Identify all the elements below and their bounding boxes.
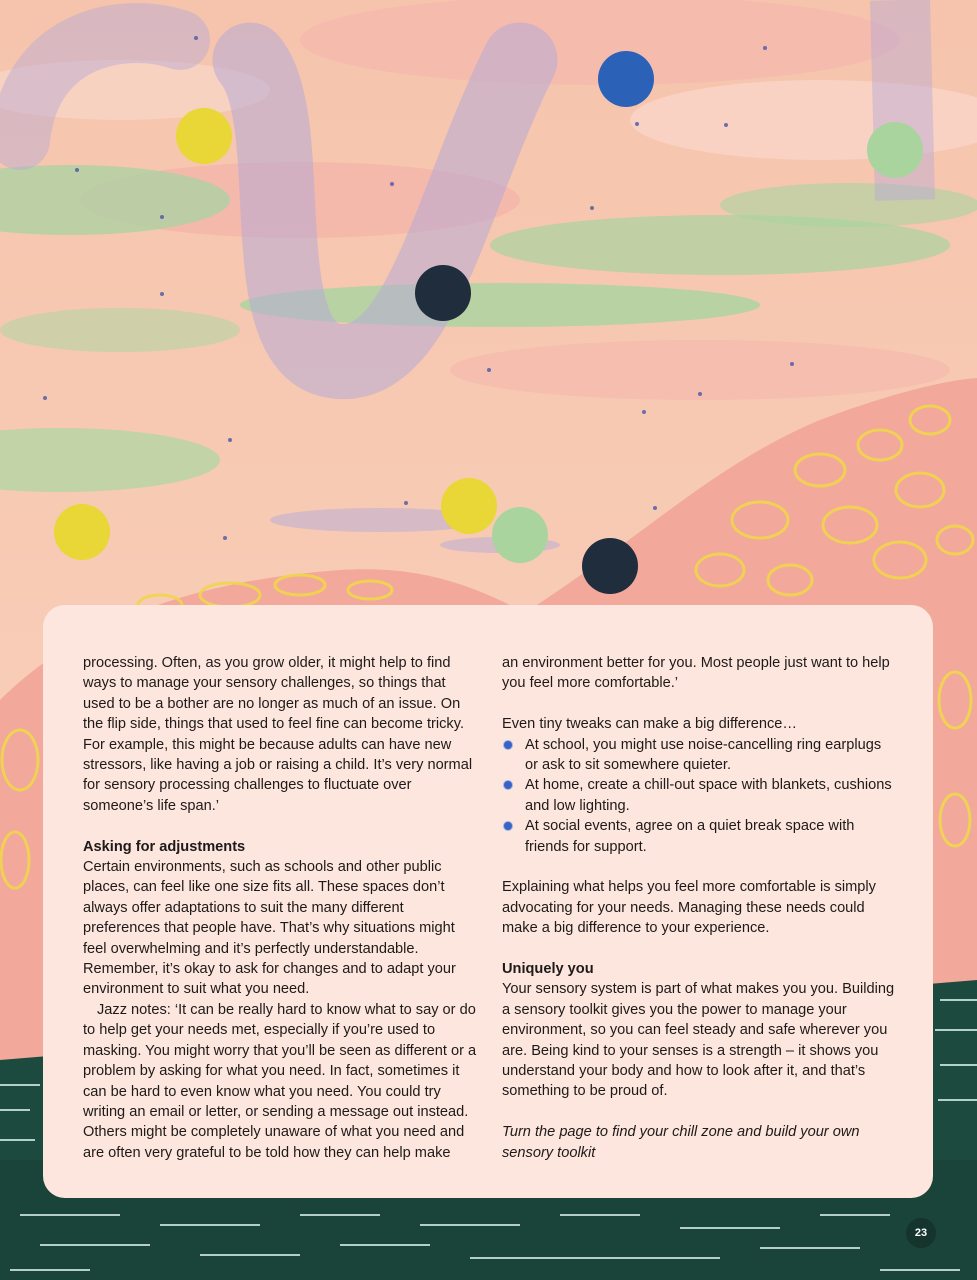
blue-circle-icon (598, 51, 654, 107)
left-column (83, 653, 478, 1163)
paragraph: an environment better for you. Most people just want to help you feel more comfortable.’ (502, 655, 890, 692)
yellow-circle-icon (176, 108, 232, 164)
section-heading-uniquely-you: Uniquely you (502, 961, 594, 978)
paragraph: Your sensory system is part of what makes you you. Building a sensory toolkit gives you the power to manage your environment, so you can feel steady and safe wherever you are. Being kind to your senses is a strength – it shows you understand your body and how to look after it, and that’s something to be proud of. (502, 981, 895, 1100)
list-item: At social events, agree on a quiet break space with friends for support. (502, 816, 897, 857)
list-item: At home, create a chill-out space with blankets, cushions and low lighting. (502, 775, 897, 816)
bullet-dot-icon (504, 781, 512, 789)
green-circle-icon (492, 507, 548, 563)
bullet-dot-icon (504, 741, 512, 749)
page-number-badge: 23 (906, 1218, 936, 1248)
closing-note: Turn the page to find your chill zone and build your own sensory toolkit (502, 1124, 860, 1161)
navy-circle-icon (415, 265, 471, 321)
bullet-dot-icon (504, 822, 512, 830)
paragraph: Certain environments, such as schools and other public places, can feel like one size fits all. These spaces don’t always offer adaptations to suit the many different preferences that people have. That’s why situations might feel overwhelming and it’s perfectly understandable. Remember, it’s okay to ask for changes and to adapt your environment to suit what you need. (83, 859, 456, 998)
yellow-circle-icon (441, 478, 497, 534)
navy-circle-icon (582, 538, 638, 594)
yellow-circle-icon (54, 504, 110, 560)
section-heading-asking-for-adjustments: Asking for adjustments (83, 838, 246, 855)
list-item: At school, you might use noise-cancelling ring earplugs or ask to sit somewhere quieter. (502, 735, 897, 776)
paragraph: Even tiny tweaks can make a big difference… (502, 716, 798, 733)
right-column (502, 653, 897, 1163)
tips-list (502, 735, 897, 857)
green-circle-icon (867, 122, 923, 178)
text-card (43, 605, 933, 1198)
paragraph: processing. Often, as you grow older, it might help to find ways to manage your sensory challenges, so things that used to be a bother are no longer as much of an issue. On the flip side, things that used to feel fine can become tricky. For example, this might be because adults can have new stressors, like having a job or raising a child. It’s very normal for sensory processing challenges to fluctuate over someone’s life span.’ (83, 655, 473, 814)
paragraph: Explaining what helps you feel more comfortable is simply advocating for your needs. Managing these needs could make a big difference to your experience. (502, 879, 876, 937)
paragraph-quote: Jazz notes: ‘It can be really hard to know what to say or do to help get your needs met, especially if you’re used to masking. You might worry that you’ll be seen as different or a problem by asking for what you need. In fact, sometimes it can be hard to even know what you need. You could try writing an email or letter, or sending a message out instead. Others might be completely unaware of what you need and are often very grateful to be told how they can help make (83, 1001, 477, 1161)
